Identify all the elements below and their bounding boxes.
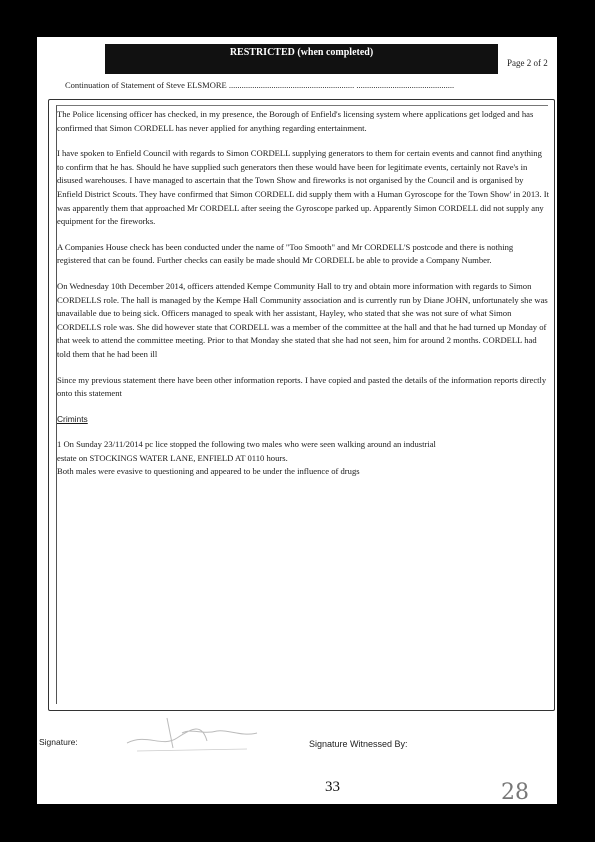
signature-witnessed-label: Signature Witnessed By: [309, 739, 408, 749]
paragraph-licensing: The Police licensing officer has checked, in my presence, the Borough of Enfield's licensing system where applications get lodged and has confirmed that Simon CORDELL has never applied for anything regarding entertainment. [57, 109, 534, 133]
paragraph-kempe-hall: On Wednesday 10th December 2014, officers attended Kempe Community Hall to try and obtain more information with regards to Simon CORDELLS role. The hall is managed by the Kempe Hall Community association and is currently run by Diane JOHN, unfortunately she was unavailable due to being sick. Officers managed to speak with her assistant, Hayley, who stated that she was not sure of what Simon CORDELLS role was. She did however state that CORDELL was a member of the committee at the hall and that he had turned up Monday of that week to attend the committee meeting. Prior to that Monday she stated that she had not seen, him for around 2 months. CORDELL had told them that he had been ill [57, 280, 548, 359]
signature-label: Signature: [39, 737, 78, 747]
paragraph-information-reports: Since my previous statement there have been other information reports. I have copied and pasted the details of the information reports directly onto this statement [57, 374, 547, 399]
page-number: 33 [325, 779, 340, 795]
crimints-heading: Crimints [57, 413, 88, 424]
restricted-banner: RESTRICTED (when completed) [105, 44, 498, 74]
statement-frame [48, 99, 555, 711]
paragraph-council: I have spoken to Enfield Council with regards to Simon CORDELL supplying generators to them for certain events and cannot find anything to confirm that he has. Should he have supplied such generators then these would have been for legitimate events, certainly not Rave's in disused warehouses. I have managed to ascertain that the Town Show and fireworks is not organised by the Council and is organised by Enfield District Scouts. They have confirmed that Simon CORDELL did supply them with a Human Gyroscope for the Town Show' in 2013. It was apparently them that approached Mr CORDELL after seeing the Gyroscope parked up. Apparently Simon CORDELL did not supply any equipment for the fireworks. [57, 148, 549, 227]
statement-body [57, 108, 549, 479]
signature-scribble [107, 703, 267, 758]
paragraph-companies-house: A Companies House check has been conducted under the name of "Too Smooth" and Mr CORDELL'S postcode and there is nothing registered that can be found. Further checks can easily be made should Mr CORDELL be able to provide a Company Number. [57, 241, 514, 266]
entry-line: estate on STOCKINGS WATER LANE, ENFIELD AT 0110 hours. [57, 452, 288, 463]
crimint-entry [57, 438, 549, 479]
handwritten-page-number [497, 775, 547, 805]
statement-page [37, 37, 557, 804]
entry-line: 1 On Sunday 23/11/2014 pc lice stopped the following two males who were seen walking around an industrial [57, 439, 436, 450]
entry-line: Both males were evasive to questioning and appeared to be under the influence of drugs [57, 466, 360, 477]
continuation-line: Continuation of Statement of Steve ELSMORE ........................................................... .............................................. [65, 80, 455, 90]
handwritten-number-text: 28 [501, 780, 529, 805]
page-indicator: Page 2 of 2 [507, 58, 548, 68]
